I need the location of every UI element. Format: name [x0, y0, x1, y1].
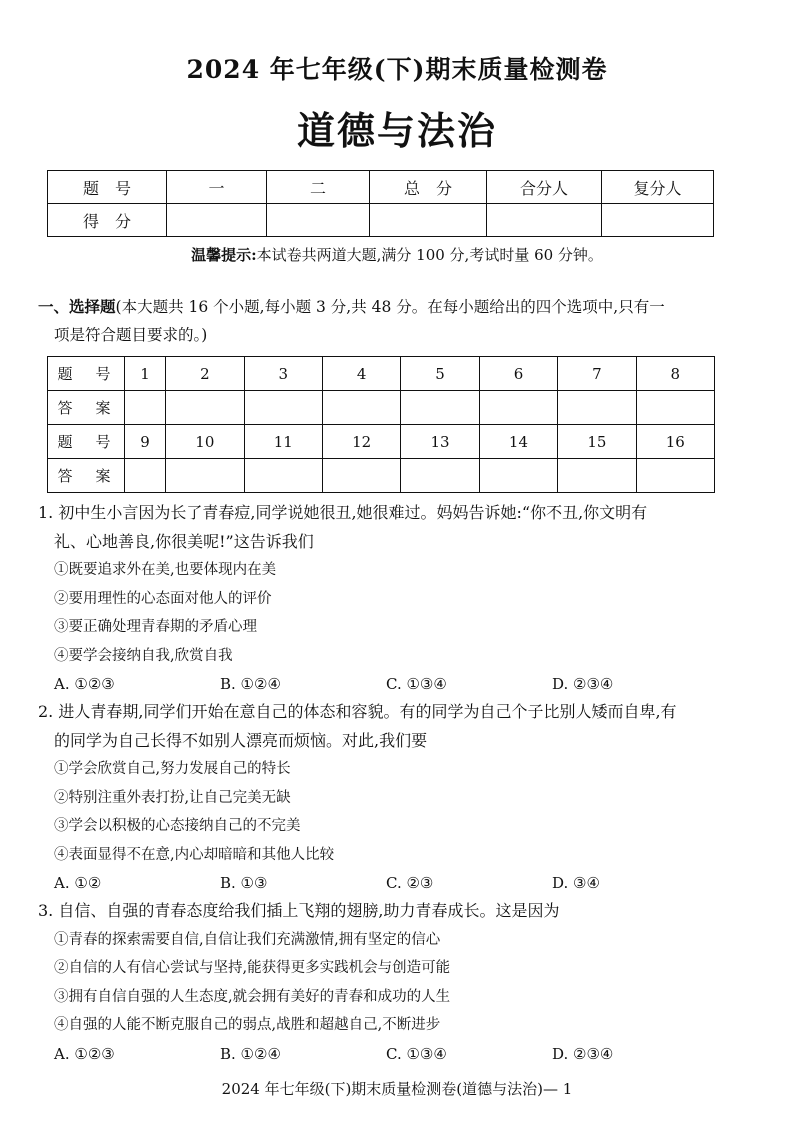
answer-num-cell: 2: [166, 357, 244, 391]
answer-blank-row: [48, 391, 715, 425]
answer-num-cell: 16: [636, 425, 714, 459]
question-2: [38, 698, 763, 898]
question-stem: 3. 自信、自强的青春态度给我们插上飞翔的翅膀,助力青春成长。这是因为: [38, 901, 560, 920]
choice-d[interactable]: D. ③④: [552, 874, 600, 892]
answer-blank-cell[interactable]: [636, 459, 714, 493]
answer-num-cell: 7: [558, 357, 636, 391]
section-desc-line1: (本大题共 16 个小题,每小题 3 分,共 48 分。在每小题给出的四个选项中,只有一: [115, 298, 665, 316]
hint-text: 本试卷共两道大题,满分 100 分,考试时量 60 分钟。: [256, 246, 603, 264]
score-cell: 二: [267, 171, 370, 204]
answer-num-cell: 13: [401, 425, 479, 459]
section-desc-line2: 项是符合题目要求的。): [54, 326, 208, 344]
question-statement: ③拥有自信自强的人生态度,就会拥有美好的青春和成功的人生: [54, 988, 451, 1005]
answer-choices: [54, 670, 763, 699]
answer-blank-cell[interactable]: [244, 459, 322, 493]
answer-num-label: 题 号: [48, 425, 125, 459]
question-statement: ④要学会接纳自我,欣赏自我: [54, 647, 233, 664]
answer-num-label: 题 号: [48, 357, 125, 391]
choice-c[interactable]: C. ①③④: [386, 675, 447, 693]
choice-c[interactable]: C. ②③: [386, 874, 434, 892]
answer-num-cell: 6: [479, 357, 557, 391]
score-blank-cell[interactable]: [167, 204, 267, 237]
answer-blank-cell[interactable]: [401, 391, 479, 425]
choice-d[interactable]: D. ②③④: [552, 675, 614, 693]
score-cell: 复分人: [602, 171, 714, 204]
score-table: [47, 170, 714, 237]
score-blank-cell[interactable]: [602, 204, 714, 237]
answer-number-row: [48, 357, 715, 391]
answer-blank-cell[interactable]: [166, 459, 244, 493]
question-stem: 礼、心地善良,你很美呢!”这告诉我们: [54, 531, 314, 551]
question-statement: ②要用理性的心态面对他人的评价: [54, 590, 272, 607]
subject-title: 道德与法治: [296, 108, 497, 153]
answer-num-cell: 10: [166, 425, 244, 459]
answer-table: [47, 356, 715, 493]
answer-blank-cell[interactable]: [322, 459, 400, 493]
answer-num-cell: 4: [322, 357, 400, 391]
question-statement: ②自信的人有信心尝试与坚持,能获得更多实践机会与创造可能: [54, 960, 451, 976]
question-stem: 2. 进人青春期,同学们开始在意自己的体态和容貌。有的同学为自己个子比别人矮而自卑,有: [38, 702, 677, 721]
question-statement: ②特别注重外表打扮,让自己完美无缺: [54, 789, 291, 806]
answer-ans-label: 答 案: [48, 459, 125, 493]
score-cell: 合分人: [487, 171, 602, 204]
choice-b[interactable]: B. ①②④: [220, 1044, 281, 1063]
score-blank-cell[interactable]: [487, 204, 602, 237]
answer-blank-cell[interactable]: [558, 459, 636, 493]
choice-b[interactable]: B. ①②④: [220, 675, 281, 693]
question-3: [38, 897, 763, 1068]
answer-blank-cell[interactable]: [166, 391, 244, 425]
answer-blank-cell[interactable]: [244, 391, 322, 425]
answer-number-row: [48, 425, 715, 459]
section-instructions: [38, 293, 758, 349]
answer-num-cell: 14: [479, 425, 557, 459]
answer-num-cell: 11: [244, 425, 322, 459]
answer-blank-cell[interactable]: [479, 459, 557, 493]
score-cell: 题 号: [48, 171, 167, 204]
answer-num-cell: 3: [244, 357, 322, 391]
question-statement: ③学会以积极的心态接纳自己的不完美: [54, 818, 301, 834]
choice-c[interactable]: C. ①③④: [386, 1044, 447, 1063]
question-1: [38, 499, 763, 699]
question-statement: ③要正确处理青春期的矛盾心理: [54, 619, 257, 635]
question-stem: 1. 初中生小言因为长了青春痘,同学说她很丑,她很难过。妈妈告诉她:“你不丑,你文明有: [38, 503, 648, 522]
choice-d[interactable]: D. ②③④: [552, 1044, 614, 1063]
score-table-header-row: [48, 171, 714, 204]
answer-blank-cell[interactable]: [125, 391, 166, 425]
choice-a[interactable]: A. ①②③: [54, 1044, 115, 1063]
answer-num-cell: 8: [636, 357, 714, 391]
page-footer: 2024 年七年级(下)期末质量检测卷(道德与法治)— 1: [221, 1080, 573, 1098]
answer-blank-cell[interactable]: [479, 391, 557, 425]
exam-hint: [0, 244, 794, 265]
score-table-score-row: [48, 204, 714, 237]
section-heading: 一、选择题: [38, 297, 116, 316]
question-statement: ④表面显得不在意,内心却暗暗和其他人比较: [54, 846, 335, 863]
answer-blank-row: [48, 459, 715, 493]
score-cell: 一: [167, 171, 267, 204]
hint-label: 温馨提示:: [191, 246, 257, 264]
answer-ans-label: 答 案: [48, 391, 125, 425]
answer-blank-cell[interactable]: [558, 391, 636, 425]
answer-num-cell: 5: [401, 357, 479, 391]
question-statement: ①青春的探索需要自信,自信让我们充满激情,拥有坚定的信心: [54, 931, 441, 948]
question-stem: 的同学为自己长得不如别人漂亮而烦恼。对此,我们要: [54, 730, 428, 750]
question-statement: ①既要追求外在美,也要体现内在美: [54, 562, 277, 578]
score-blank-cell[interactable]: [267, 204, 370, 237]
answer-blank-cell[interactable]: [322, 391, 400, 425]
answer-blank-cell[interactable]: [125, 459, 166, 493]
score-row-label: 得 分: [48, 204, 167, 237]
answer-choices: [54, 869, 763, 898]
answer-num-cell: 9: [125, 425, 166, 459]
score-cell: 总 分: [370, 171, 487, 204]
answer-num-cell: 15: [558, 425, 636, 459]
score-blank-cell[interactable]: [370, 204, 487, 237]
answer-num-cell: 1: [125, 357, 166, 391]
choice-b[interactable]: B. ①③: [220, 874, 268, 892]
exam-title: 2024 年七年级(下)期末质量检测卷: [186, 55, 608, 84]
question-statement: ④自强的人能不断克服自己的弱点,战胜和超越自己,不断进步: [54, 1017, 441, 1033]
answer-choices: [54, 1040, 763, 1069]
choice-a[interactable]: A. ①②: [54, 874, 102, 892]
answer-num-cell: 12: [322, 425, 400, 459]
question-statement: ①学会欣赏自己,努力发展自己的特长: [54, 761, 291, 777]
choice-a[interactable]: A. ①②③: [54, 675, 115, 693]
answer-blank-cell[interactable]: [401, 459, 479, 493]
answer-blank-cell[interactable]: [636, 391, 714, 425]
